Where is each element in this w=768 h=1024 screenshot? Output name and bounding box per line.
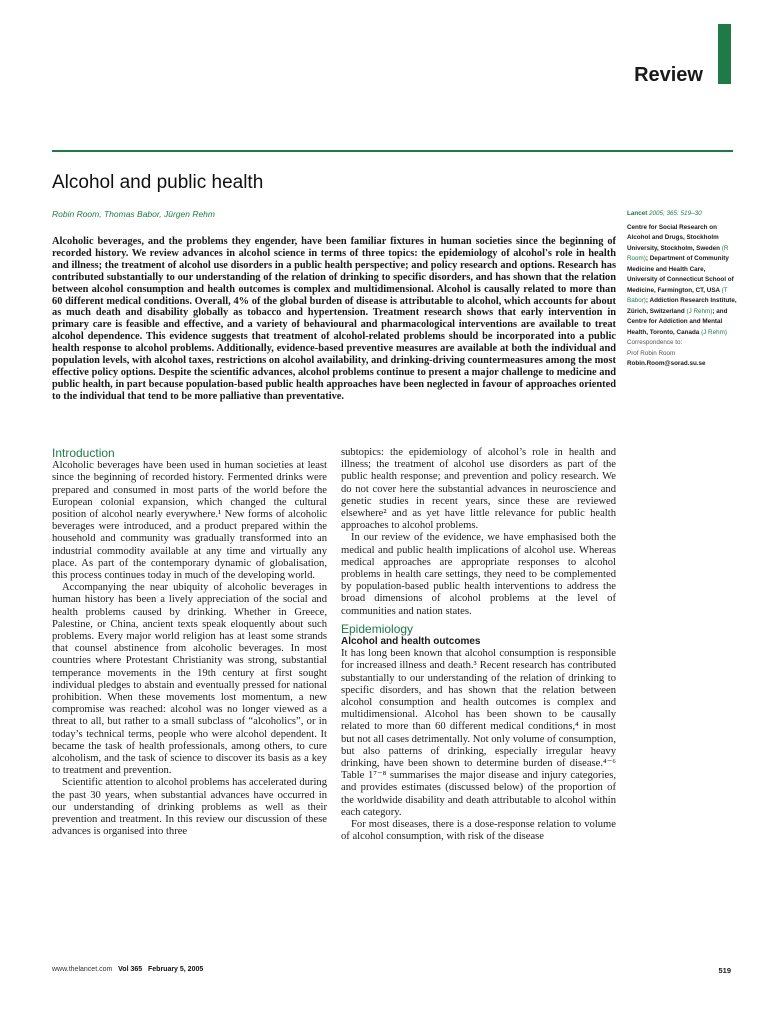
- affiliation-2-initials: (T Babor): [627, 286, 728, 304]
- intro-paragraph-3: Scientific attention to alcohol problems has accelerated during the past 30 years, when substantial advances have occurred in our understanding of drinking problems as well as their prevention and treatment. In this review our discussion of these advances is organised into three: [52, 777, 327, 838]
- footer-volume: Vol 365: [118, 966, 143, 973]
- affiliation-4: ; and Centre for Addiction and Mental Health, Toronto, Canada: [627, 307, 728, 336]
- affiliation-4-initials: (J Rehm): [701, 328, 727, 336]
- affiliation-1-initials: (R Room): [627, 244, 729, 262]
- column-left: [52, 447, 327, 947]
- citation-details: 2005; 365: 519–30: [647, 210, 702, 217]
- footer-date: February 5, 2005: [148, 966, 204, 973]
- affiliation-2: ; Department of Community Medicine and Health Care, University of Connecticut School of Medicine, Farmington, CT, USA: [627, 255, 734, 294]
- intro-paragraph-2: Accompanying the near ubiquity of alcoholic beverages in human history has been a lively appreciation of the social and health problems caused by drinking. Whether in Greece, Palestine, or China, ancient texts speak eloquently about such problems. Every major world religion has at least some strands that counsel abstinence from alcoholic beverages. In most countries where Protestant Christianity was strong, substantial temperance movements in the 19th century at first sought individual pledges to abstain and eventually pressed for national prohibition. When these movements lost momentum, a new compromise was reached: alcohol was no longer viewed as a threat to all, but rather to a small subclass of “alcoholics”, or in today’s technical terms, people who were alcohol dependent. It became the task of health professionals, among others, to cure alcoholism, and the task of science to discover its basis as a key to treatment and prevention.: [52, 582, 327, 777]
- introduction-heading: Introduction: [52, 447, 115, 460]
- section-marker-bar: [718, 24, 731, 84]
- affiliation-3: ; Addiction Research Institute, Zürich, Switzerland: [627, 297, 737, 315]
- correspondence-name: Prof Robin Room: [627, 349, 676, 357]
- right-paragraph-1: subtopics: the epidemiology of alcohol’s role in health and illness; the treatment of alcohol use disorders as part of the public health response; and prevention and policy research. We do not cover here the substantial advances in neuroscience and genetic studies in recent years, since these are reviewed elsewhere² and as yet have little relevance for public health approaches to alcohol problems.: [341, 447, 616, 532]
- citation-journal: Lancet: [627, 210, 648, 217]
- epi-paragraph-1: It has long been known that alcohol consumption is responsible for increased illness and death.³ Recent research has contributed substantially to our understanding of the relation of drinking to specific disorders, and has shown that the relation between alcohol consumption and health outcomes is complex and multidimensional. Alcohol has been shown to be causally related to more than 60 different medical conditions,⁴ in most but not all cases detrimentally. Not only volume of consumption, but also patterns of drinking, especially irregular heavy drinking, have been shown to determine burden of disease.⁴⁻⁶ Table 1⁷⁻⁸ summarises the major disease and injury categories, and provides estimates (discussed below) of the proportion of the worldwide disability and death attributable to alcohol within each category.: [341, 648, 616, 818]
- header-rule: [52, 150, 733, 152]
- correspondence-email[interactable]: Robin.Room@sorad.su.se: [627, 360, 706, 367]
- column-right: [341, 447, 616, 947]
- footer-info: [52, 966, 203, 973]
- epidemiology-subheading: Alcohol and health outcomes: [341, 636, 481, 648]
- article-authors: Robin Room, Thomas Babor, Jürgen Rehm: [52, 209, 215, 219]
- affiliation-1: Centre for Social Research on Alcohol and Drugs, Stockholm University, Stockholm, Sweden: [627, 223, 720, 252]
- correspondence-label: Correspondence to:: [627, 339, 683, 346]
- article-title: Alcohol and public health: [52, 172, 264, 193]
- affiliation-3-initials: (J Rehm): [686, 307, 713, 315]
- abstract: Alcoholic beverages, and the problems they engender, have been familiar fixtures in human societies since the beginning of recorded history. We review advances in alcohol science in terms of three topics: the epidemiology of alcohol's role in health and illness; the treatment of alcohol use disorders in a public health perspective; and policy research and options. Research has contributed substantially to our understanding of the relation of drinking to specific disorders, and has shown that the relation between alcohol consumption and health outcomes is complex and multidimensional. Alcohol is causally related to more than 60 different medical conditions. Overall, 4% of the global burden of disease is attributable to alcohol, which accounts for about as much death and disability globally as tobacco and hypertension. Treatment research shows that early intervention in primary care is feasible and effective, and a variety of behavioural and pharmacological interventions are available to treat alcohol dependence. This evidence suggests that treatment of alcohol-related problems should be incorporated into a public health response to alcohol problems. Additionally, evidence-based preventive measures are available at both the individual and population levels, with alcohol taxes, restrictions on alcohol availability, and drinking-driving countermeasures among the most effective policy options. Despite the scientific advances, alcohol problems continue to present a major challenge to medicine and public health, in part because population-based public health approaches have been neglected in favour of approaches oriented to the individual that tend to be more palliative than preventative.: [52, 236, 616, 402]
- affiliations: [627, 223, 737, 339]
- page-number: 519: [718, 966, 731, 975]
- sidenote: [627, 209, 737, 370]
- section-label: Review: [634, 64, 703, 86]
- epidemiology-heading: Epidemiology: [341, 621, 414, 636]
- footer-url[interactable]: www.thelancet.com: [52, 966, 113, 973]
- right-paragraph-2: In our review of the evidence, we have emphasised both the medical and public health implications of alcohol use. Whereas medical approaches are appropriate responses to alcohol problems in health care settings, they need to be complemented by population-based public health interventions to address the broad dimensions of alcohol problems at the level of communities and nation states.: [341, 532, 616, 617]
- epi-paragraph-2: For most diseases, there is a dose-response relation to volume of alcohol consumption, with risk of the disease: [341, 819, 616, 843]
- intro-paragraph-1: Alcoholic beverages have been used in human societies at least since the beginning of recorded history. Fermented drinks were prepared and consumed in most parts of the world before the European colonial expansion, which changed the cultural position of alcohol nearly everywhere.¹ New forms of alcoholic beverages were introduced, and a product prepared within the household and community was gradually transformed into an industrial commodity available at any time and virtually any place. As part of the contemporary dynamic of globalisation, this process continues today in much of the developing world.: [52, 460, 327, 582]
- citation[interactable]: [627, 209, 737, 220]
